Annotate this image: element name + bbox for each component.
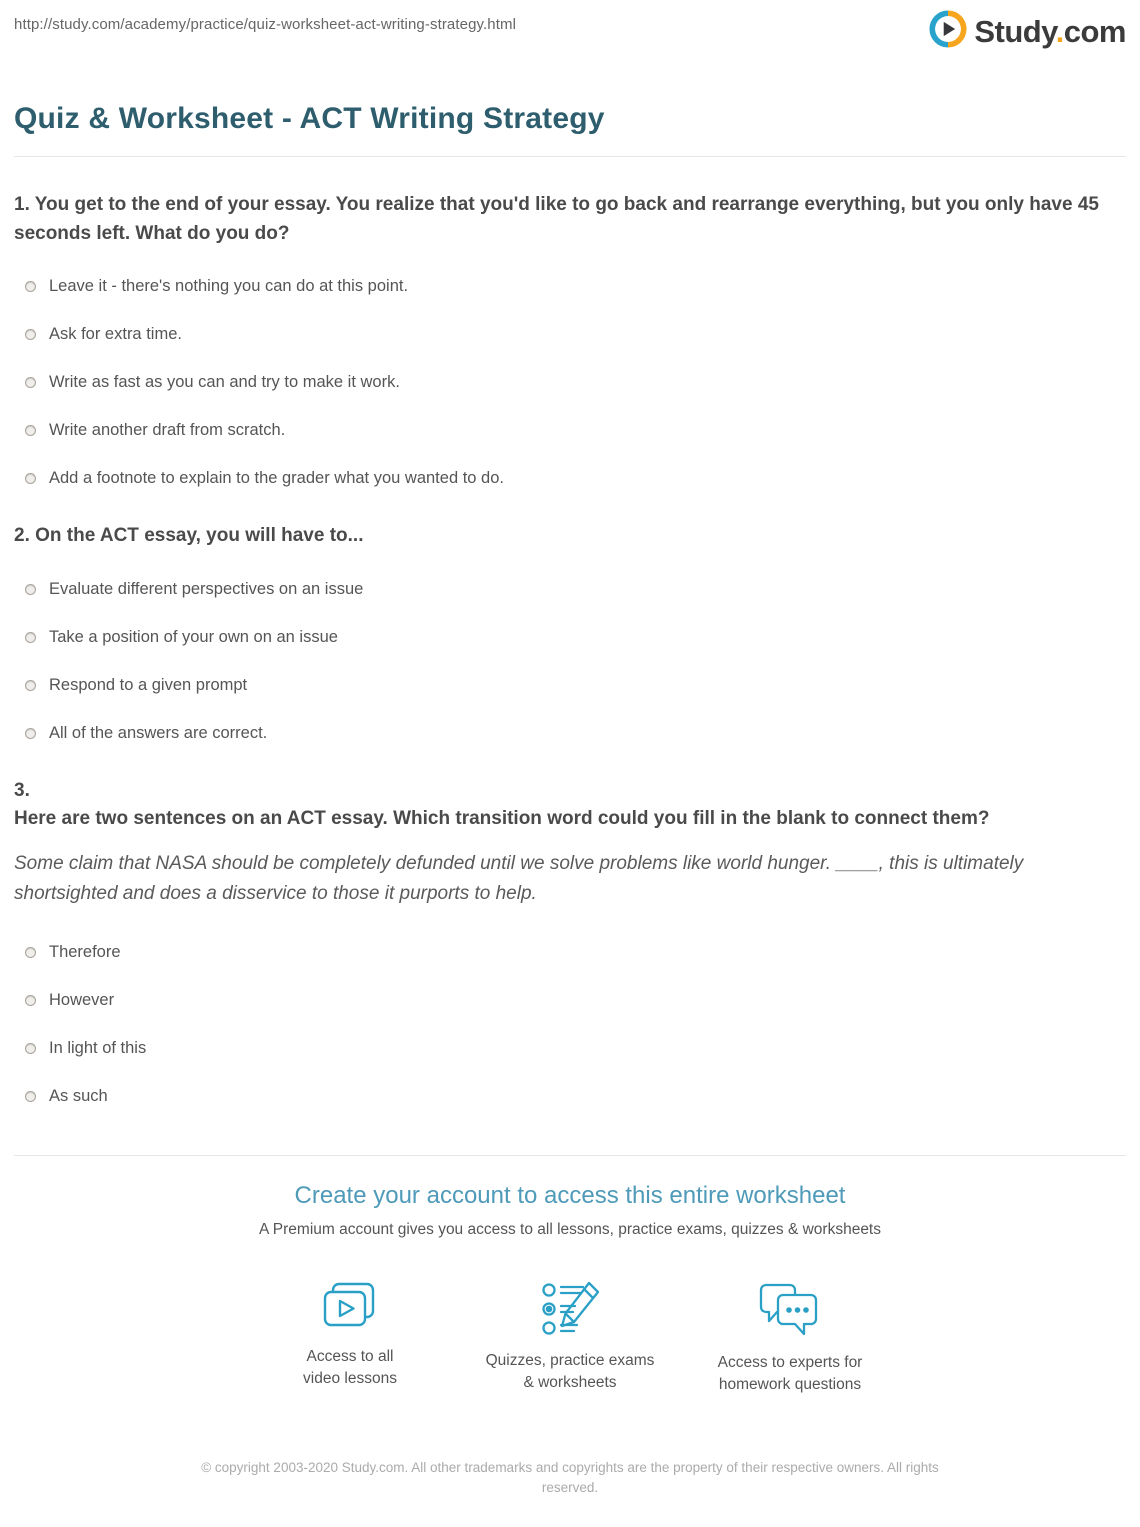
option-label: In light of this xyxy=(49,1039,147,1058)
answer-option[interactable] xyxy=(25,469,1126,488)
feature-label: Access to experts for homework questions xyxy=(717,1354,863,1394)
question-1-options xyxy=(14,277,1126,488)
radio-button[interactable] xyxy=(25,473,36,484)
question-2-text: 2. On the ACT essay, you will have to... xyxy=(14,525,364,546)
feature-label: Access to all video lessons xyxy=(303,1348,397,1388)
radio-button[interactable] xyxy=(25,995,36,1006)
option-label: Ask for extra time. xyxy=(49,325,182,343)
answer-option[interactable] xyxy=(25,1087,1126,1106)
radio-button[interactable] xyxy=(25,680,36,691)
option-label: Therefore xyxy=(49,943,121,962)
account-promo-title: Create your account to access this entire worksheet xyxy=(294,1182,846,1210)
question-1-text: 1. You get to the end of your essay. You realize that you'd like to go back and rearrange everything, but you only have 45 seconds left. What do you do? xyxy=(14,194,1099,244)
experts-chat-icon xyxy=(757,1281,823,1339)
option-label: Add a footnote to explain to the grader what you wanted to do. xyxy=(49,469,504,487)
studycom-logo-text: Study.com xyxy=(974,14,1126,49)
page-url: http://study.com/academy/practice/quiz-worksheet-act-writing-strategy.html xyxy=(14,16,517,33)
answer-option[interactable] xyxy=(25,277,1126,296)
question-2-options xyxy=(14,580,1126,743)
radio-button[interactable] xyxy=(25,1043,36,1054)
answer-option[interactable] xyxy=(25,991,1126,1010)
question-3-text: Here are two sentences on an ACT essay. Which transition word could you fill in the blank to connect them? xyxy=(14,808,990,829)
radio-button[interactable] xyxy=(25,584,36,595)
radio-button[interactable] xyxy=(25,1091,36,1102)
account-promo-subtitle: A Premium account gives you access to all lessons, practice exams, quizzes & worksheets xyxy=(259,1221,881,1239)
feature-quizzes-worksheets xyxy=(460,1281,680,1396)
answer-option[interactable] xyxy=(25,943,1126,962)
question-2 xyxy=(14,522,1126,743)
answer-option[interactable] xyxy=(25,724,1126,743)
question-3-number: 3. xyxy=(14,779,30,801)
question-3 xyxy=(14,777,1126,1107)
radio-button[interactable] xyxy=(25,947,36,958)
video-lessons-icon xyxy=(320,1281,380,1333)
option-label: Take a position of your own on an issue xyxy=(49,627,338,646)
feature-label: Quizzes, practice exams & worksheets xyxy=(485,1352,655,1392)
account-promo-section xyxy=(14,1156,1126,1396)
copyright-notice: © copyright 2003-2020 Study.com. All other trademarks and copyrights are the property of their respective owners. All rights reserved. xyxy=(201,1460,939,1495)
radio-button[interactable] xyxy=(25,329,36,340)
studycom-logo-icon xyxy=(929,10,967,53)
question-3-options xyxy=(14,943,1126,1106)
answer-option[interactable] xyxy=(25,421,1126,440)
option-label: Write as fast as you can and try to make it work. xyxy=(49,373,400,391)
option-label: However xyxy=(49,991,115,1010)
feature-expert-help xyxy=(680,1281,900,1396)
answer-option[interactable] xyxy=(25,1039,1126,1058)
question-3-passage: Some claim that NASA should be completely defunded until we solve problems like world hunger. ____, this is ultimately shortsighted and does a disservice to those it purports to help. xyxy=(14,852,1024,904)
studycom-logo[interactable] xyxy=(929,10,1126,53)
question-1 xyxy=(14,191,1126,488)
answer-option[interactable] xyxy=(25,580,1126,599)
option-label: All of the answers are correct. xyxy=(49,723,268,742)
page-title: Quiz & Worksheet - ACT Writing Strategy xyxy=(14,102,605,135)
feature-video-lessons xyxy=(240,1281,460,1396)
page-header xyxy=(14,0,1126,62)
title-divider xyxy=(14,156,1126,157)
radio-button[interactable] xyxy=(25,425,36,436)
option-label: Respond to a given prompt xyxy=(49,675,248,694)
answer-option[interactable] xyxy=(25,628,1126,647)
option-label: Write another draft from scratch. xyxy=(49,421,286,439)
option-label: Evaluate different perspectives on an issue xyxy=(49,579,364,598)
answer-option[interactable] xyxy=(25,373,1126,392)
radio-button[interactable] xyxy=(25,281,36,292)
feature-list xyxy=(14,1281,1126,1396)
radio-button[interactable] xyxy=(25,377,36,388)
option-label: As such xyxy=(49,1087,108,1106)
option-label: Leave it - there's nothing you can do at this point. xyxy=(49,277,409,295)
radio-button[interactable] xyxy=(25,632,36,643)
answer-option[interactable] xyxy=(25,325,1126,344)
quizzes-worksheets-icon xyxy=(539,1281,601,1337)
radio-button[interactable] xyxy=(25,728,36,739)
answer-option[interactable] xyxy=(25,676,1126,695)
